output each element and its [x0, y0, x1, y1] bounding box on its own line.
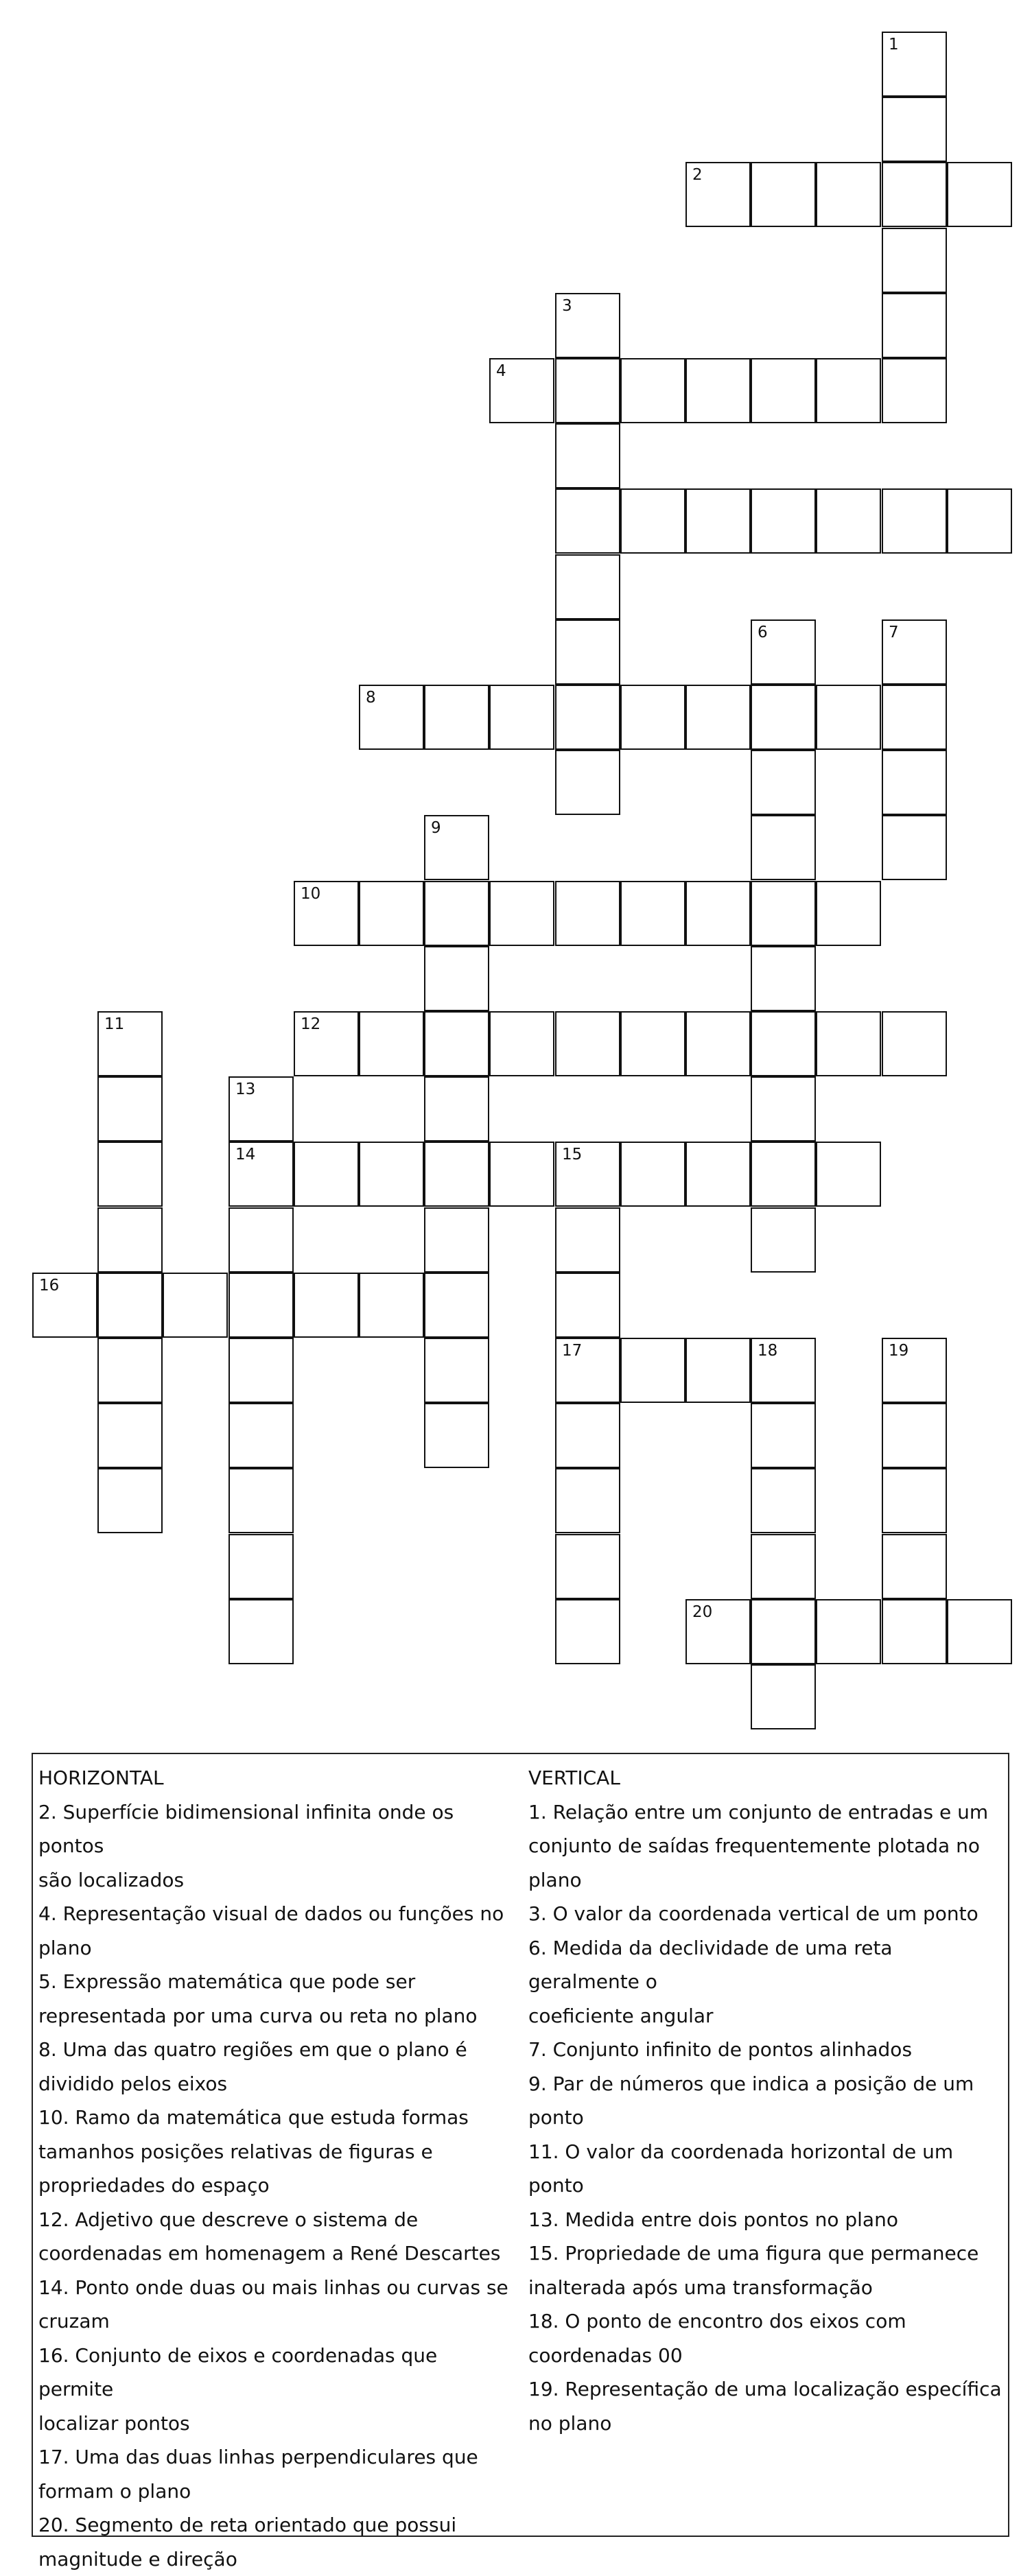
- crossword-cell[interactable]: [751, 1011, 816, 1076]
- crossword-cell[interactable]: [555, 1207, 620, 1273]
- crossword-cell[interactable]: [882, 32, 947, 97]
- clue-line: 17. Uma das duas linhas perpendiculares que: [38, 2440, 512, 2474]
- crossword-cell[interactable]: [620, 1338, 685, 1403]
- clue-line: representada por uma curva ou reta no plano: [38, 1999, 512, 2033]
- crossword-cell[interactable]: [294, 1011, 359, 1076]
- crossword-cell[interactable]: [751, 1207, 816, 1273]
- crossword-cell[interactable]: [359, 1142, 424, 1207]
- clue-line: 19. Representação de uma localização específica: [528, 2372, 1002, 2407]
- horizontal-clue-list: [38, 1795, 512, 2576]
- crossword-cell[interactable]: [555, 423, 620, 488]
- crossword-cell[interactable]: [947, 162, 1012, 227]
- crossword-cell[interactable]: [359, 1273, 424, 1338]
- crossword-cell[interactable]: [97, 1403, 163, 1468]
- crossword-cell[interactable]: [751, 685, 816, 750]
- crossword-cell[interactable]: [751, 815, 816, 880]
- crossword-cell[interactable]: [816, 1011, 881, 1076]
- crossword-cell[interactable]: [751, 1664, 816, 1729]
- clue-line: coeficiente angular: [528, 1999, 1002, 2033]
- clue-number: 12: [301, 1017, 320, 1032]
- crossword-cell[interactable]: [555, 1468, 620, 1533]
- crossword-cell[interactable]: [816, 162, 881, 227]
- clue-number: 13: [235, 1082, 255, 1098]
- crossword-cell[interactable]: [228, 1273, 294, 1338]
- crossword-cell[interactable]: [424, 815, 489, 880]
- crossword-cell[interactable]: [489, 1011, 554, 1076]
- clue-number: 9: [431, 820, 441, 836]
- crossword-cell[interactable]: [97, 1273, 163, 1338]
- crossword-cell[interactable]: [882, 1468, 947, 1533]
- crossword-cell[interactable]: [97, 1338, 163, 1403]
- crossword-cell[interactable]: [882, 685, 947, 750]
- clue-line: 3. O valor da coordenada vertical de um ponto: [528, 1897, 1002, 1931]
- crossword-cell[interactable]: [294, 1142, 359, 1207]
- clue-number: 19: [889, 1343, 908, 1359]
- crossword-cell[interactable]: [424, 1142, 489, 1207]
- clue-line: 10. Ramo da matemática que estuda formas: [38, 2101, 512, 2135]
- crossword-cell[interactable]: [685, 1142, 751, 1207]
- crossword-cell[interactable]: [751, 881, 816, 946]
- crossword-cell[interactable]: [620, 881, 685, 946]
- crossword-cell[interactable]: [685, 881, 751, 946]
- clue-number: 10: [301, 886, 320, 902]
- clue-line: inalterada após uma transformação: [528, 2271, 1002, 2305]
- clue-line: 16. Conjunto de eixos e coordenadas que permite: [38, 2339, 512, 2407]
- crossword-cell[interactable]: [751, 619, 816, 685]
- crossword-cell[interactable]: [882, 619, 947, 685]
- clue-line: formam o plano: [38, 2474, 512, 2509]
- crossword-cell[interactable]: [620, 358, 685, 423]
- crossword-cell[interactable]: [882, 815, 947, 880]
- crossword-cell[interactable]: [685, 1338, 751, 1403]
- clue-line: localizar pontos: [38, 2407, 512, 2441]
- clue-number: 6: [758, 625, 768, 641]
- crossword-cell[interactable]: [555, 1534, 620, 1599]
- clue-line: 6. Medida da declividade de uma reta geralmente o: [528, 1931, 1002, 1999]
- crossword-cell[interactable]: [97, 1207, 163, 1273]
- crossword-cell[interactable]: [555, 619, 620, 685]
- crossword-cell[interactable]: [882, 228, 947, 293]
- crossword-cell[interactable]: [294, 1273, 359, 1338]
- crossword-cell[interactable]: [751, 1534, 816, 1599]
- crossword-cell[interactable]: [228, 1338, 294, 1403]
- clue-line: são localizados: [38, 1863, 512, 1898]
- crossword-cell[interactable]: [816, 685, 881, 750]
- crossword-cell[interactable]: [620, 488, 685, 554]
- crossword-cell[interactable]: [685, 1599, 751, 1664]
- crossword-cell[interactable]: [751, 1142, 816, 1207]
- crossword-cell[interactable]: [424, 1207, 489, 1273]
- clue-line: tamanhos posições relativas de figuras e: [38, 2135, 512, 2169]
- crossword-cell[interactable]: [424, 946, 489, 1011]
- clue-line: 4. Representação visual de dados ou funções no: [38, 1897, 512, 1931]
- crossword-cell[interactable]: [751, 1076, 816, 1142]
- crossword-cell[interactable]: [424, 685, 489, 750]
- crossword-cell[interactable]: [751, 946, 816, 1011]
- crossword-cell[interactable]: [489, 358, 554, 423]
- vertical-heading: VERTICAL: [528, 1761, 1002, 1795]
- crossword-cell[interactable]: [620, 1142, 685, 1207]
- crossword-cell[interactable]: [555, 293, 620, 358]
- crossword-cell[interactable]: [816, 488, 881, 554]
- crossword-cell[interactable]: [751, 1403, 816, 1468]
- crossword-cell[interactable]: [751, 162, 816, 227]
- crossword-cell[interactable]: [555, 685, 620, 750]
- crossword-cell[interactable]: [228, 1403, 294, 1468]
- crossword-cell[interactable]: [882, 162, 947, 227]
- clue-line: 15. Propriedade de uma figura que permanece: [528, 2236, 1002, 2271]
- crossword-cell[interactable]: [882, 1534, 947, 1599]
- crossword-cell[interactable]: [882, 1403, 947, 1468]
- clue-number: 8: [366, 690, 376, 706]
- crossword-cell[interactable]: [97, 1076, 163, 1142]
- clue-line: no plano: [528, 2407, 1002, 2441]
- crossword-cell[interactable]: [882, 358, 947, 423]
- crossword-cell[interactable]: [228, 1142, 294, 1207]
- clue-line: coordenadas em homenagem a René Descartes: [38, 2236, 512, 2271]
- crossword-cell[interactable]: [882, 293, 947, 358]
- clue-number: 16: [39, 1278, 59, 1294]
- crossword-cell[interactable]: [359, 685, 424, 750]
- clue-line: 20. Segmento de reta orientado que possui: [38, 2508, 512, 2542]
- clue-line: plano: [38, 1931, 512, 1965]
- vertical-clues: [528, 1761, 1002, 2440]
- crossword-cell[interactable]: [882, 488, 947, 554]
- crossword-cell[interactable]: [816, 1142, 881, 1207]
- crossword-cell[interactable]: [489, 1142, 554, 1207]
- clue-line: 12. Adjetivo que descreve o sistema de: [38, 2203, 512, 2237]
- crossword-cell[interactable]: [424, 1403, 489, 1468]
- crossword-cell[interactable]: [228, 1468, 294, 1533]
- crossword-cell[interactable]: [685, 1011, 751, 1076]
- clue-line: ponto: [528, 2101, 1002, 2135]
- clue-line: 7. Conjunto infinito de pontos alinhados: [528, 2033, 1002, 2067]
- clue-line: propriedades do espaço: [38, 2169, 512, 2203]
- crossword-cell[interactable]: [751, 488, 816, 554]
- crossword-cell[interactable]: [555, 488, 620, 554]
- crossword-cell[interactable]: [294, 881, 359, 946]
- crossword-cell[interactable]: [882, 97, 947, 162]
- crossword-cell[interactable]: [359, 1011, 424, 1076]
- crossword-cell[interactable]: [882, 750, 947, 815]
- crossword-cell[interactable]: [620, 685, 685, 750]
- crossword-cell[interactable]: [555, 358, 620, 423]
- horizontal-heading: HORIZONTAL: [38, 1761, 512, 1795]
- crossword-cell[interactable]: [685, 488, 751, 554]
- clue-line: 2. Superfície bidimensional infinita onde os pontos: [38, 1795, 512, 1863]
- clue-line: cruzam: [38, 2304, 512, 2339]
- clue-line: conjunto de saídas frequentemente plotada no: [528, 1829, 1002, 1863]
- crossword-cell[interactable]: [228, 1599, 294, 1664]
- crossword-cell[interactable]: [359, 881, 424, 946]
- clue-number: 7: [889, 625, 899, 641]
- clue-line: 1. Relação entre um conjunto de entradas e um: [528, 1795, 1002, 1830]
- crossword-cell[interactable]: [882, 1599, 947, 1664]
- crossword-cell[interactable]: [816, 1599, 881, 1664]
- crossword-cell[interactable]: [97, 1011, 163, 1076]
- crossword-cell[interactable]: [555, 1338, 620, 1403]
- clue-line: 9. Par de números que indica a posição de um: [528, 2067, 1002, 2101]
- clue-number: 4: [496, 364, 506, 379]
- crossword-cell[interactable]: [620, 1011, 685, 1076]
- crossword-cell[interactable]: [751, 1599, 816, 1664]
- crossword-cell[interactable]: [882, 1338, 947, 1403]
- crossword-cell[interactable]: [555, 1403, 620, 1468]
- clue-line: 14. Ponto onde duas ou mais linhas ou curvas se: [38, 2271, 512, 2305]
- crossword-cell[interactable]: [489, 881, 554, 946]
- clue-number: 17: [562, 1343, 582, 1359]
- crossword-cell[interactable]: [97, 1468, 163, 1533]
- clue-number: 20: [692, 1605, 712, 1620]
- crossword-cell[interactable]: [555, 1011, 620, 1076]
- clue-line: 11. O valor da coordenada horizontal de um ponto: [528, 2135, 1002, 2203]
- crossword-cell[interactable]: [751, 358, 816, 423]
- crossword-cell[interactable]: [555, 1599, 620, 1664]
- crossword-cell[interactable]: [424, 1076, 489, 1142]
- clue-number: 2: [692, 167, 703, 183]
- clue-number: 14: [235, 1147, 255, 1163]
- crossword-cell[interactable]: [947, 488, 1012, 554]
- crossword-cell[interactable]: [947, 1599, 1012, 1664]
- crossword-cell[interactable]: [816, 358, 881, 423]
- crossword-cell[interactable]: [685, 162, 751, 227]
- crossword-cell[interactable]: [489, 685, 554, 750]
- crossword-cell[interactable]: [228, 1076, 294, 1142]
- clue-line: plano: [528, 1863, 1002, 1898]
- clue-line: dividido pelos eixos: [38, 2067, 512, 2101]
- clue-number: 3: [562, 298, 572, 314]
- crossword-cell[interactable]: [424, 881, 489, 946]
- clue-number: 11: [104, 1017, 124, 1032]
- crossword-cell[interactable]: [228, 1207, 294, 1273]
- clue-number: 1: [889, 37, 899, 53]
- crossword-cell[interactable]: [751, 1468, 816, 1533]
- crossword-cell[interactable]: [555, 881, 620, 946]
- crossword-cell[interactable]: [228, 1534, 294, 1599]
- clue-number: 18: [758, 1343, 777, 1359]
- crossword-cell[interactable]: [163, 1273, 228, 1338]
- crossword-cell[interactable]: [751, 1338, 816, 1403]
- crossword-cell[interactable]: [424, 1011, 489, 1076]
- clue-line: 18. O ponto de encontro dos eixos com: [528, 2304, 1002, 2339]
- clues-box: [32, 1753, 1009, 2537]
- clue-line: 13. Medida entre dois pontos no plano: [528, 2203, 1002, 2237]
- crossword-cell[interactable]: [685, 685, 751, 750]
- crossword-cell[interactable]: [32, 1273, 97, 1338]
- crossword-cell[interactable]: [555, 750, 620, 815]
- vertical-clue-list: [528, 1795, 1002, 2441]
- crossword-cell[interactable]: [882, 1011, 947, 1076]
- clue-line: 5. Expressão matemática que pode ser: [38, 1965, 512, 1999]
- crossword-cell[interactable]: [555, 554, 620, 619]
- crossword-cell[interactable]: [685, 358, 751, 423]
- clue-line: coordenadas 00: [528, 2339, 1002, 2373]
- crossword-cell[interactable]: [751, 750, 816, 815]
- clue-number: 15: [562, 1147, 582, 1163]
- crossword-cell[interactable]: [555, 1273, 620, 1338]
- horizontal-clues: [38, 1761, 512, 2576]
- clue-line: 8. Uma das quatro regiões em que o plano é: [38, 2033, 512, 2067]
- crossword-cell[interactable]: [555, 1142, 620, 1207]
- crossword-cell[interactable]: [424, 1338, 489, 1403]
- clue-line: magnitude e direção: [38, 2542, 512, 2576]
- crossword-cell[interactable]: [424, 1273, 489, 1338]
- crossword-cell[interactable]: [816, 881, 881, 946]
- crossword-cell[interactable]: [97, 1142, 163, 1207]
